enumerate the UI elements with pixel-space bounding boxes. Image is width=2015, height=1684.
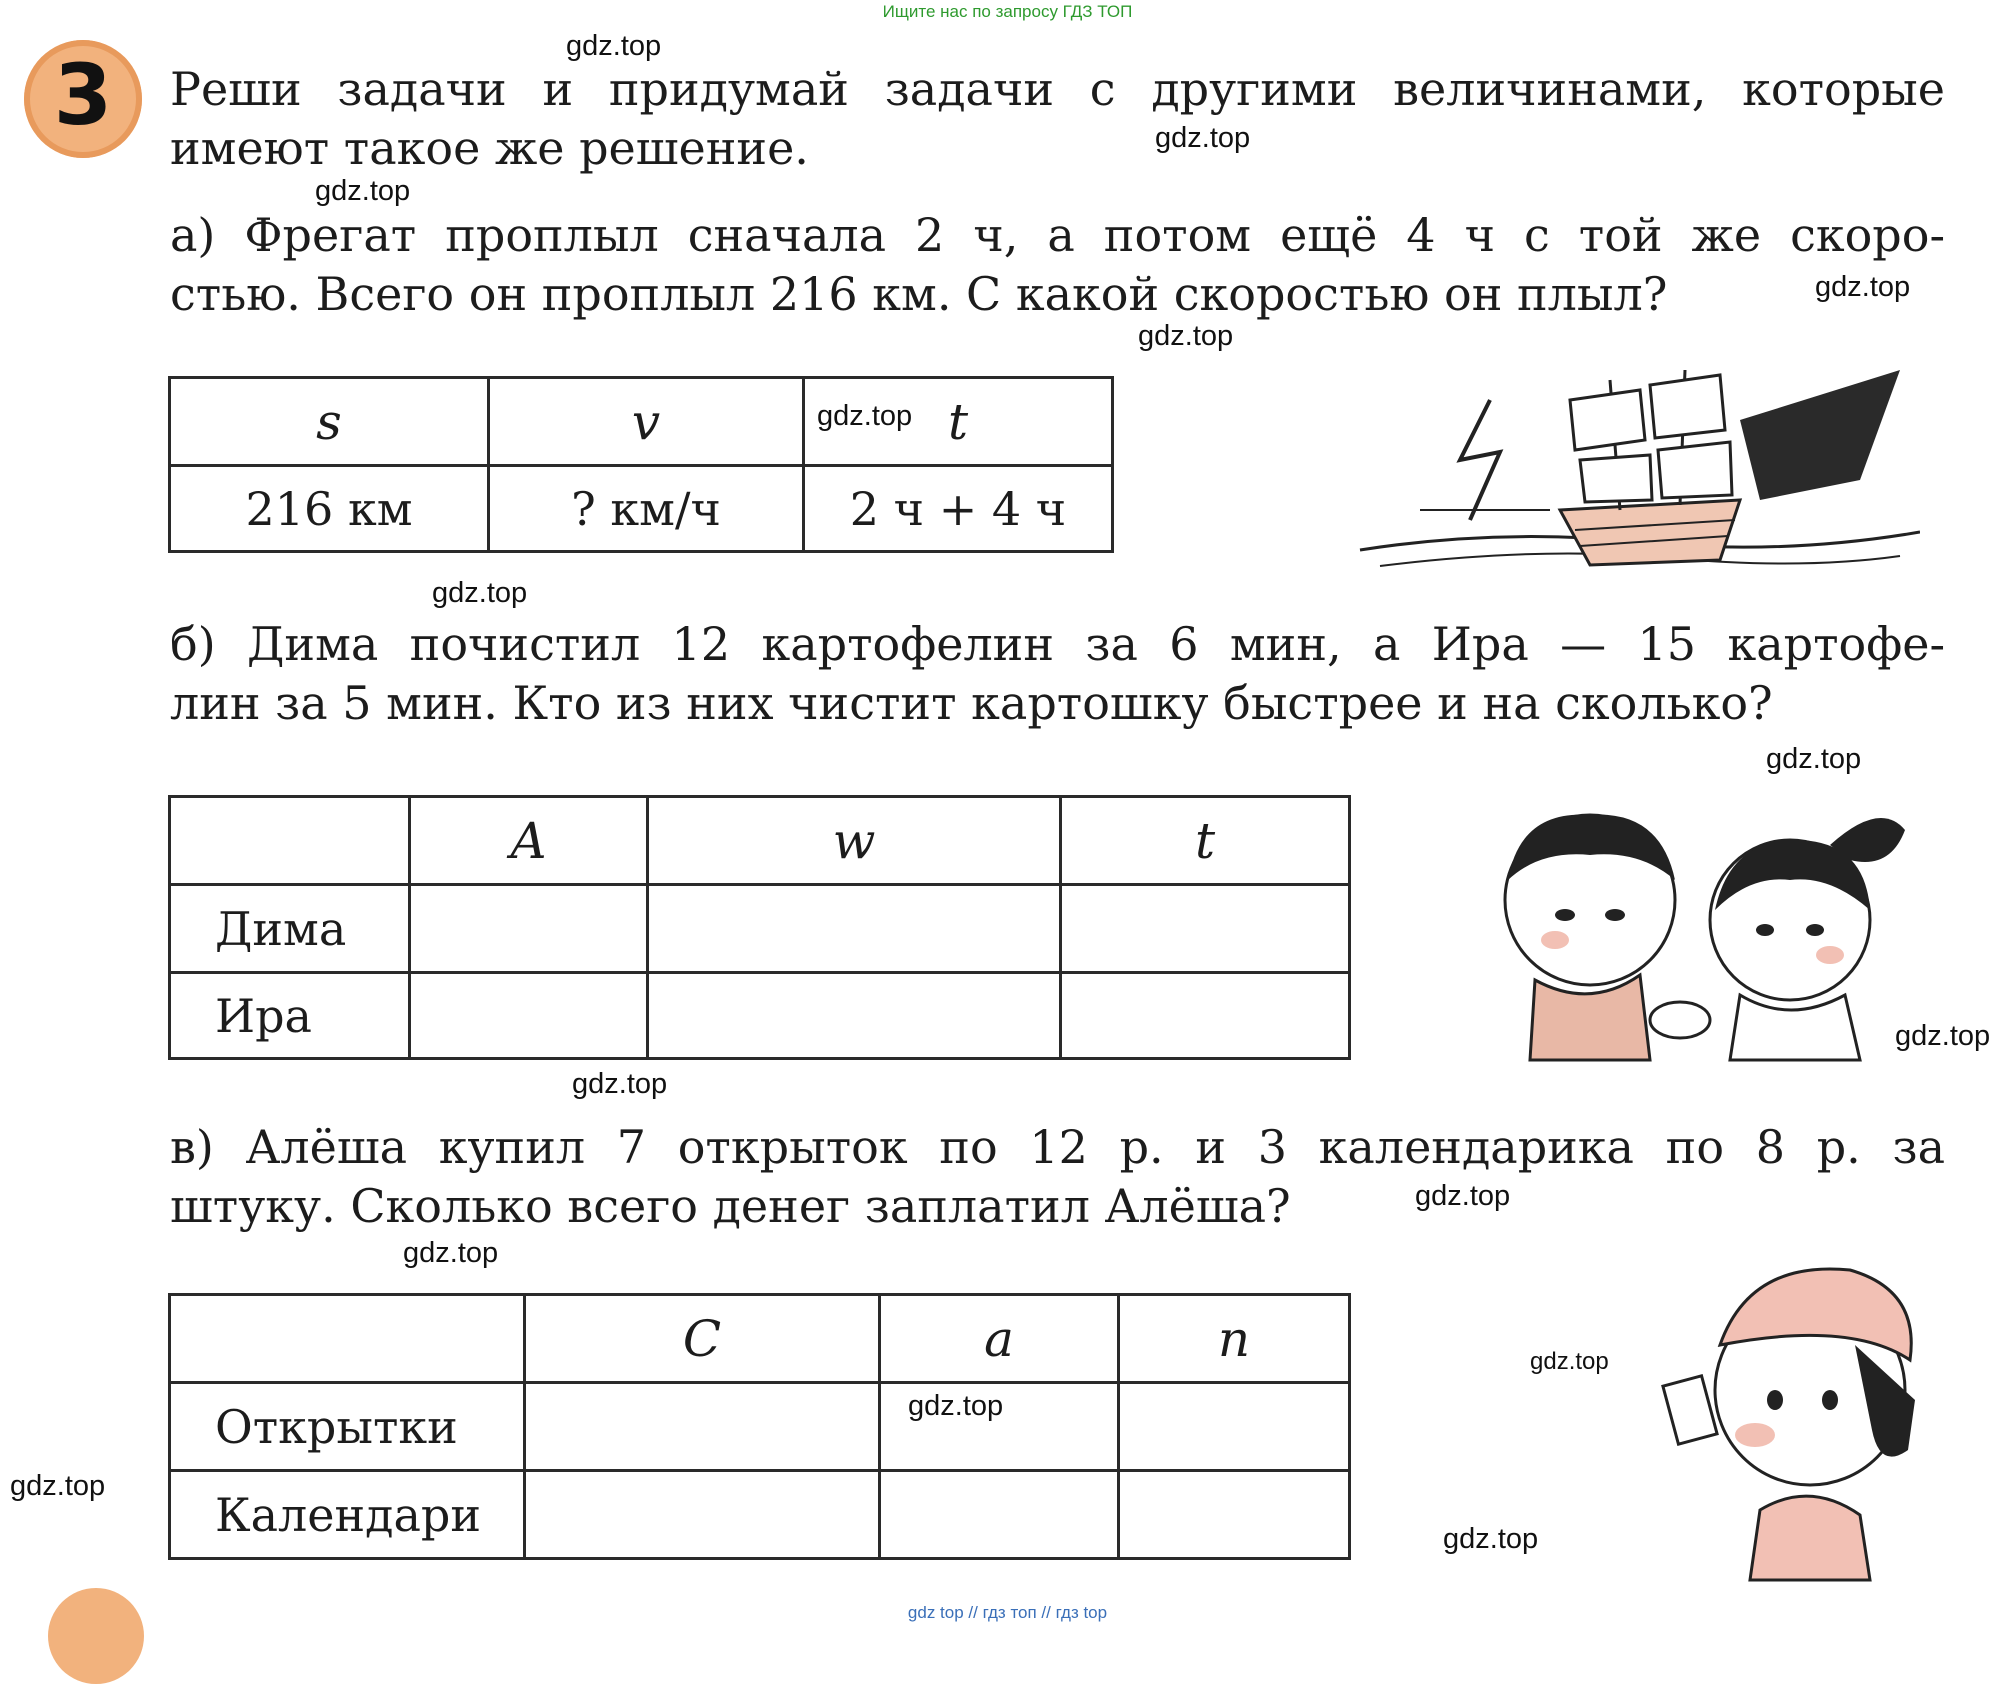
cell-empty bbox=[1061, 885, 1350, 973]
task-number: 3 bbox=[53, 46, 113, 144]
header-n: n bbox=[1119, 1295, 1350, 1383]
header-t: t bbox=[1061, 797, 1350, 885]
problem-b-text bbox=[170, 615, 1945, 733]
watermark: gdz.top bbox=[1766, 743, 1862, 775]
cell-speed: ? км/ч bbox=[489, 466, 804, 552]
row-label-dima: Дима bbox=[170, 885, 410, 973]
search-banner[interactable]: Ищите нас по запросу ГДЗ ТОП bbox=[882, 2, 1133, 21]
watermark: gdz.top bbox=[403, 1237, 499, 1269]
header-empty bbox=[170, 797, 410, 885]
cell-empty bbox=[410, 885, 648, 973]
cell-empty bbox=[1119, 1471, 1350, 1559]
watermark: gdz.top bbox=[10, 1470, 106, 1502]
watermark: gdz.top bbox=[566, 30, 662, 62]
cell-empty bbox=[525, 1471, 880, 1559]
watermark: gdz.top bbox=[1530, 1348, 1609, 1375]
problem-a-line-2: стью. Всего он проплыл 216 км. С какой скоростью он плыл? bbox=[170, 267, 1668, 321]
cell-empty bbox=[525, 1383, 880, 1471]
header-C: C bbox=[525, 1295, 880, 1383]
children-illustration bbox=[1450, 770, 1930, 1080]
problem-c-line-2: штуку. Сколько всего денег заплатил Алёша? bbox=[170, 1179, 1291, 1233]
watermark: gdz.top bbox=[572, 1068, 668, 1100]
intro-line-2: имеют такое же решение. bbox=[170, 121, 809, 175]
watermark: gdz.top bbox=[817, 400, 913, 432]
footer-links[interactable]: gdz top // гдз топ // гдз top bbox=[907, 1603, 1108, 1622]
cell-empty bbox=[648, 973, 1061, 1059]
header-s: s bbox=[170, 378, 489, 466]
header-empty bbox=[170, 1295, 525, 1383]
cell-empty bbox=[648, 885, 1061, 973]
watermark: gdz.top bbox=[432, 577, 528, 609]
problem-b-line-1: б) Дима почистил 12 картофелин за 6 мин, а Ира — 15 картофе- bbox=[170, 617, 1945, 671]
cell-empty bbox=[1119, 1383, 1350, 1471]
cell-time: 2 ч + 4 ч bbox=[804, 466, 1113, 552]
cell-empty bbox=[880, 1471, 1119, 1559]
header-w: w bbox=[648, 797, 1061, 885]
watermark: gdz.top bbox=[1815, 271, 1911, 303]
boy-with-cards-illustration bbox=[1650, 1250, 1950, 1590]
problem-a-table bbox=[168, 376, 1114, 553]
header-a: a bbox=[880, 1295, 1119, 1383]
cell-distance: 216 км bbox=[170, 466, 489, 552]
watermark: gdz.top bbox=[908, 1390, 1004, 1422]
task-number-badge bbox=[24, 40, 142, 158]
problem-c-text bbox=[170, 1118, 1945, 1236]
cell-empty bbox=[410, 973, 648, 1059]
intro-line-1: Реши задачи и придумай задачи с другими величинами, которые bbox=[170, 62, 1945, 116]
watermark: gdz.top bbox=[1415, 1180, 1511, 1212]
header-A: A bbox=[410, 797, 648, 885]
problem-b-table bbox=[168, 795, 1351, 1060]
problem-a-text bbox=[170, 206, 1945, 324]
watermark: gdz.top bbox=[315, 175, 411, 207]
watermark: gdz.top bbox=[1443, 1523, 1539, 1555]
problem-c-line-1: в) Алёша купил 7 открыток по 12 р. и 3 календарика по 8 р. за bbox=[170, 1120, 1945, 1174]
watermark: gdz.top bbox=[1895, 1020, 1991, 1052]
row-label-ira: Ира bbox=[170, 973, 410, 1059]
watermark: gdz.top bbox=[1155, 122, 1251, 154]
problem-c-table bbox=[168, 1293, 1351, 1560]
watermark: gdz.top bbox=[1138, 320, 1234, 352]
frigate-illustration bbox=[1340, 360, 1920, 590]
header-t: t bbox=[804, 378, 1113, 466]
row-label-postcards: Открытки bbox=[170, 1383, 525, 1471]
row-label-calendars: Календари bbox=[170, 1471, 525, 1559]
problem-b-line-2: лин за 5 мин. Кто из них чистит картошку быстрее и на сколько? bbox=[170, 676, 1773, 730]
problem-a-line-1: а) Фрегат проплыл сначала 2 ч, а потом ещё 4 ч с той же скоро- bbox=[170, 208, 1945, 262]
task-intro bbox=[170, 60, 1945, 178]
cell-empty bbox=[1061, 973, 1350, 1059]
header-v: v bbox=[489, 378, 804, 466]
